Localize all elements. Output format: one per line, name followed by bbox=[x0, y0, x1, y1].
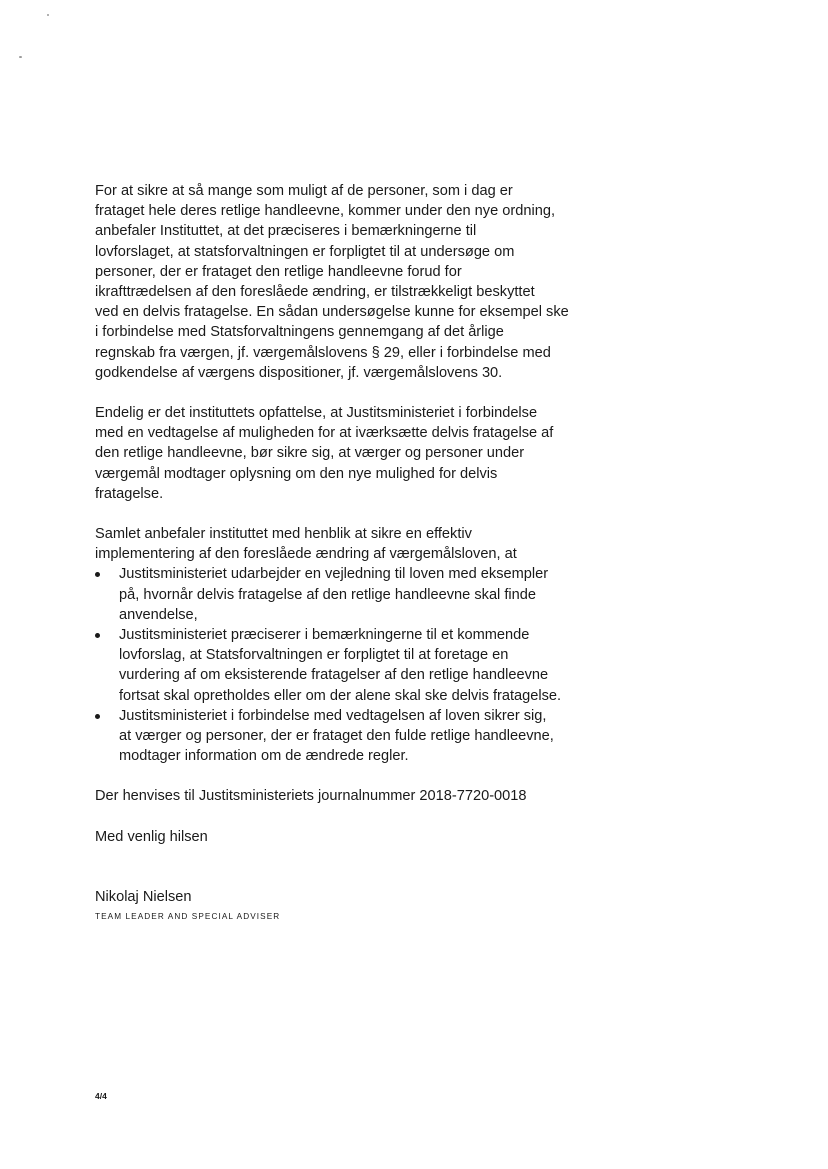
text-line: i forbindelse med Statsforvaltningens gennemgang af det årlige bbox=[95, 324, 504, 341]
list-item bbox=[95, 564, 775, 625]
text-line: frataget hele deres retlige handleevne, kommer under den nye ordning, bbox=[95, 203, 555, 220]
text-line: lovforslaget, at statsforvaltningen er forpligtet til at undersøge om bbox=[95, 243, 515, 260]
list-item bbox=[95, 706, 775, 767]
text-line: på, hvornår delvis fratagelse af den retlige handleevne skal finde bbox=[119, 586, 536, 603]
text-line: regnskab fra værgen, jf. værgemålslovens § 29, eller i forbindelse med bbox=[95, 344, 551, 361]
text-line: vurdering af om eksisterende fratagelser af den retlige handleevne bbox=[119, 667, 549, 684]
text-line: personer, der er frataget den retlige handleevne forud for bbox=[95, 263, 462, 280]
bullet-icon bbox=[95, 714, 100, 719]
signer-name: Nikolaj Nielsen bbox=[95, 888, 192, 905]
letter-body bbox=[95, 181, 775, 923]
text-line: lovforslag, at Statsforvaltningen er forpligtet til at foretage en bbox=[119, 647, 509, 664]
text-line: fratagelse. bbox=[95, 485, 164, 502]
text-line: med en vedtagelse af muligheden for at iværksætte delvis fratagelse af bbox=[95, 425, 554, 442]
text-line: implementering af den foreslåede ændring af værgemålsloven, at bbox=[95, 546, 517, 563]
text-line: For at sikre at så mange som muligt af de personer, som i dag er bbox=[95, 183, 513, 199]
text-line: fortsat skal opretholdes eller om der alene skal ske delvis fratagelse. bbox=[119, 687, 562, 704]
text-line: godkendelse af værgens dispositioner, jf. værgemålslovens 30. bbox=[95, 364, 503, 381]
text-line: anbefaler Instituttet, at det præciseres i bemærkningerne til bbox=[95, 223, 477, 240]
paragraph-summary-intro bbox=[95, 524, 775, 564]
text-line: værgemål modtager oplysning om den nye mulighed for delvis bbox=[95, 465, 498, 482]
scan-speck bbox=[47, 14, 49, 16]
closing-salutation: Med venlig hilsen bbox=[95, 828, 208, 845]
text-line: ikrafttrædelsen af den foreslåede ændring, er tilstrækkeligt beskyttet bbox=[95, 284, 535, 301]
text-line: Samlet anbefaler instituttet med henblik at sikre en effektiv bbox=[95, 526, 472, 543]
journal-reference: Der henvises til Justitsministeriets journalnummer 2018-7720-0018 bbox=[95, 788, 527, 805]
signer-title: TEAM LEADER AND SPECIAL ADVISER bbox=[95, 912, 281, 922]
list-item bbox=[95, 625, 775, 706]
bullet-icon bbox=[95, 633, 100, 638]
text-line: ved en delvis fratagelse. En sådan undersøgelse kunne for eksempel ske bbox=[95, 304, 569, 321]
text-line: Justitsministeriet præciserer i bemærkningerne til et kommende bbox=[119, 627, 530, 644]
bullet-icon bbox=[95, 572, 100, 577]
text-line: at værger og personer, der er frataget den fulde retlige handleevne, bbox=[119, 728, 554, 745]
text-line: den retlige handleevne, bør sikre sig, at værger og personer under bbox=[95, 445, 525, 462]
text-line: Justitsministeriet udarbejder en vejledning til loven med eksempler bbox=[119, 566, 549, 583]
paragraph-recommendation bbox=[95, 181, 775, 383]
text-line: Endelig er det instituttets opfattelse, at Justitsministeriet i forbindelse bbox=[95, 405, 538, 422]
page-number: 4/4 bbox=[95, 1091, 107, 1101]
scan-speck bbox=[19, 56, 22, 58]
text-line: anvendelse, bbox=[119, 606, 198, 623]
text-line: modtager information om de ændrede regler. bbox=[119, 748, 409, 765]
recommendation-list bbox=[95, 564, 775, 766]
text-line: Justitsministeriet i forbindelse med vedtagelsen af loven sikrer sig, bbox=[119, 707, 547, 724]
paragraph-information bbox=[95, 403, 775, 504]
